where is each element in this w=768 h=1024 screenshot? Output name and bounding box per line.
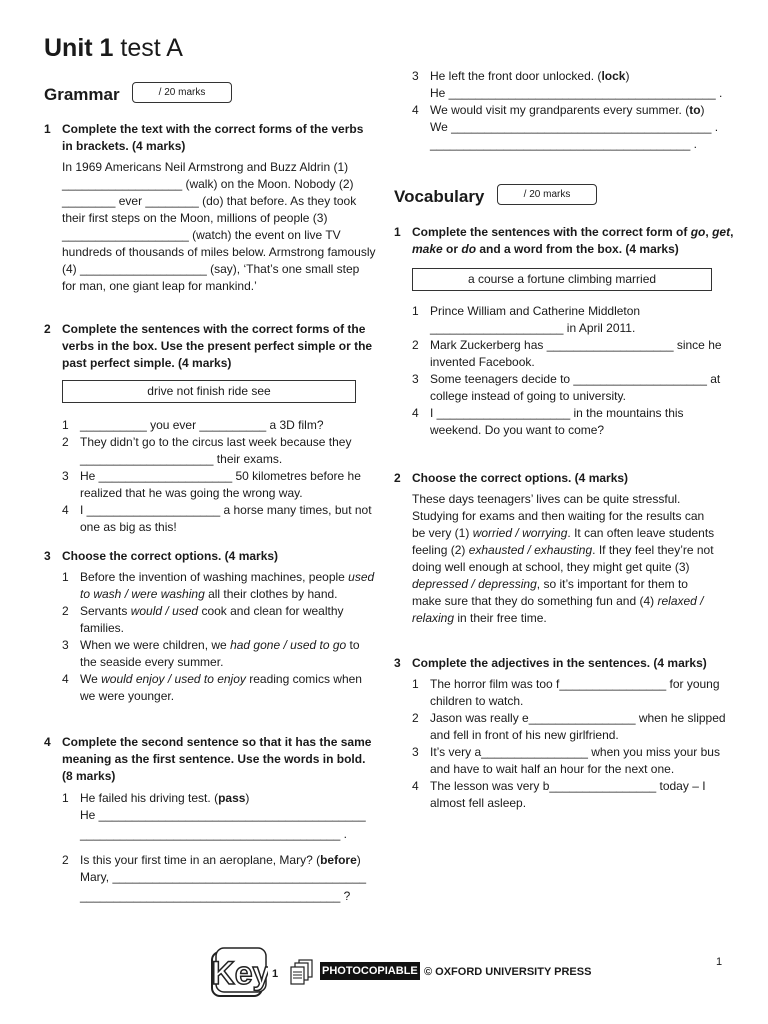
key-logo bbox=[210, 946, 268, 1000]
list-item: 3 Some teenagers decide to ____________________ at college instead of going to university. bbox=[412, 372, 721, 403]
grammar-marks-box: / 20 marks bbox=[132, 82, 232, 103]
grammar-question-3: 3 Choose the correct options. (4 marks) 1 Before the invention of washing machines, people used to wash / were washing all their clothes by hand. 2 Servants would / used cook and clean for wealthy families. 3 When we were children, we had gone / used to go to the seaside every summer. 4 We would enjoy / used to enjoy reading comics when we were younger. bbox=[44, 549, 375, 703]
footer-page-number-left: 1 bbox=[272, 968, 279, 980]
page-title: Unit 1 test A bbox=[44, 34, 183, 62]
list-item: 1 __________ you ever __________ a 3D film? bbox=[62, 418, 324, 432]
vocabulary-question-1: 1 Complete the sentences with the correct form of go, get, make or do and a word from the box. (4 marks) a course a fortune climbing married 1 Prince William and Catherine Middleton ____________________ in April 2011. 2 Mark Zuckerberg has ___________________ since he invented Facebook. 3 Some teenagers decide to ____________________ at college instead of going to university. 4 I ____________________ in the mountains this weekend. Do you want to come? bbox=[394, 225, 734, 437]
grammar-q1-text: In 1969 Americans Neil Armstrong and Buzz Aldrin (1) __________________ (walk) on the Moon. Nobody (2) ________ ever ________ (do) that before. As they took their first steps on the Moon, millions of people (3) ___________________ (watch) the event on live TV hundreds of thousands of miles below. Armstrong famously (4) ___________________ (say), ‘That’s one small step for man, one giant leap for mankind.’ bbox=[62, 160, 376, 293]
list-item: 2 Jason was really e________________ when he slipped and fell in front of his new girlfriend. bbox=[412, 711, 726, 742]
list-item: 1 The horror film was too f________________ for young children to watch. bbox=[412, 677, 720, 708]
answer-line: _______________________________________ . bbox=[80, 827, 347, 841]
answer-line: _______________________________________ ? bbox=[80, 889, 351, 903]
grammar-question-2: 2 Complete the sentences with the correct forms of the verbs in the box. Use the present perfect simple or the past perfect simple. (4 marks) drive not finish ride see 1 __________ you ever __________ a 3D film? 2 They didn’t go to the circus last week because they ____________________ their exams. 3 He ____________________ 50 kilometres before he realized that he was going the wrong way. 4 I ____________________ a horse many times, but not one as big as this! bbox=[44, 321, 376, 536]
photocopiable-badge: PHOTOCOPIABLE bbox=[320, 962, 420, 980]
grammar-q2-word-box: drive not finish ride see bbox=[62, 380, 356, 403]
vocabulary-q1-word-box: a course a fortune climbing married bbox=[412, 268, 712, 291]
list-item: 4 We would enjoy / used to enjoy reading comics when we were younger. bbox=[62, 672, 362, 703]
svg-text:Key: Key bbox=[211, 955, 268, 991]
list-item: 4 I ____________________ a horse many times, but not one as big as this! bbox=[62, 503, 372, 534]
list-item: 4 We would visit my grandparents every summer. (to) We _______________________________________ . _______________________________________ . bbox=[412, 103, 719, 151]
list-item: 1 Before the invention of washing machines, people used to wash / were washing all their clothes by hand. bbox=[62, 570, 375, 601]
vocabulary-heading: Vocabulary bbox=[394, 187, 485, 206]
list-item: 3 He left the front door unlocked. (lock) He ________________________________________ . bbox=[412, 69, 723, 100]
list-item: 2 Mark Zuckerberg has ___________________ since he invented Facebook. bbox=[412, 338, 722, 369]
list-item: 3 It’s very a________________ when you miss your bus and have to wait half an hour for the next one. bbox=[412, 745, 720, 776]
footer-page-number-right: 1 bbox=[716, 956, 723, 968]
vocabulary-question-2: 2 Choose the correct options. (4 marks) These days teenagers’ lives can be quite stressful. Studying for exams and then waiting for the results can be very (1) worried / worrying. It can often leave students feeling (2) exhausted / exhausting. If they feel they’re not doing well enough at school, they might get quite (3) depressed / depressing, so it’s important for them to make sure that they do something fun and (4) relaxed / relaxing in their free time. bbox=[394, 470, 718, 627]
vocabulary-q2-text: These days teenagers’ lives can be quite stressful. Studying for exams and then waiting for the results can be very (1) worried / worrying. It can often leave students feeling (2) exhausted / exhausting. If they feel they’re not doing well enough at school, they might get quite (3) depressed / depressing, so it’s important for them to make sure that they do something fun and (4) relaxed / relaxing in their free time. bbox=[412, 492, 715, 625]
grammar-question-1: 1 Complete the text with the correct forms of the verbs in brackets. (4 marks) In 1969 Americans Neil Armstrong and Buzz Aldrin (1) __________________ (walk) on the Moon. Nobody (2) ________ ever ________ (do) that before. As they took their first steps on the Moon, millions of people (3) ___________________ (watch) the event on live TV hundreds of thousands of miles below. Armstrong famously (4) ___________________ (say), ‘That’s one small step for man, one giant leap for mankind.’ bbox=[44, 122, 376, 293]
grammar-heading: Grammar bbox=[44, 85, 120, 104]
list-item: 2 They didn’t go to the circus last week because they ____________________ their exams. bbox=[62, 435, 352, 466]
list-item: 3 When we were children, we had gone / used to go to the seaside every summer. bbox=[62, 638, 360, 669]
list-item: 1 Prince William and Catherine Middleton ____________________ in April 2011. bbox=[412, 304, 641, 335]
grammar-question-4-continued bbox=[394, 68, 734, 153]
grammar-question-4: 4 Complete the second sentence so that it has the same meaning as the first sentence. Use the words in bold. (8 marks) 1 He failed his driving test. (pass) He ________________________________________ _______________________________________ . 2 Is this your first time in an aeroplane, Mary? (before) Mary, ______________________________________ _______________________________________ ? bbox=[44, 734, 376, 905]
copy-pages-icon bbox=[290, 958, 314, 986]
list-item: 2 Is this your first time in an aeroplane, Mary? (before) Mary, ______________________________________ bbox=[62, 853, 367, 884]
list-item: 1 He failed his driving test. (pass) He ________________________________________ bbox=[62, 791, 366, 822]
vocabulary-question-3: 3 Complete the adjectives in the sentences. (4 marks) 1 The horror film was too f________________ for young children to watch. 2 Jason was really e________________ when he slipped and fell in front of his new girlfriend. 3 It’s very a________________ when you miss your bus and have to wait half an hour for the next one. 4 The lesson was very b________________ today – I almost fell asleep. bbox=[394, 655, 728, 812]
list-item: 3 He ____________________ 50 kilometres before he realized that he was going the wrong way. bbox=[62, 469, 361, 500]
copyright-text: © OXFORD UNIVERSITY PRESS bbox=[424, 966, 592, 978]
list-item: 4 I ____________________ in the mountains this weekend. Do you want to come? bbox=[412, 406, 684, 437]
list-item: 4 The lesson was very b________________ today – I almost fell asleep. bbox=[412, 779, 706, 810]
list-item: 2 Servants would / used cook and clean for wealthy families. bbox=[62, 604, 344, 635]
vocabulary-marks-box: / 20 marks bbox=[497, 184, 597, 205]
